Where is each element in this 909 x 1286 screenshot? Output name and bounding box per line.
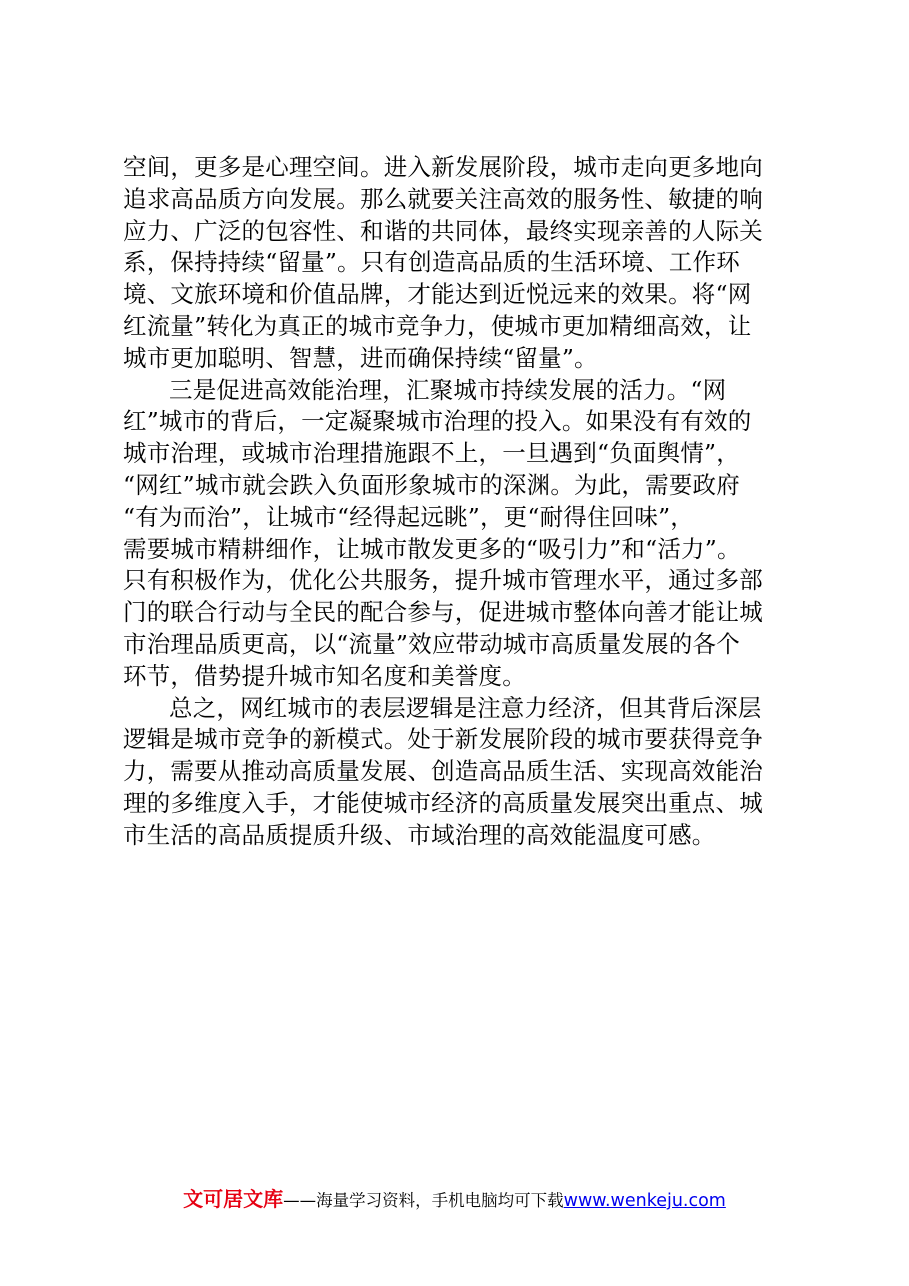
text-line: 应力、广泛的包容性、和谐的共同体，最终实现亲善的人际关 xyxy=(123,216,763,245)
text-line: 需要城市精耕细作，让城市散发更多的“吸引力”和“活力”。 xyxy=(123,534,741,563)
text-line: 城市治理，或城市治理措施跟不上，一旦遇到“负面舆情”， xyxy=(123,439,740,468)
text-line: 理的多维度入手，才能使城市经济的高质量发展突出重点、城 xyxy=(123,788,763,817)
text-line: 系，保持持续“留量”。只有创造高品质的生活环境、工作环 xyxy=(123,248,740,277)
text-line: 市治理品质更高，以“流量”效应带动城市高质量发展的各个 xyxy=(123,629,740,658)
text-line: 只有积极作为，优化公共服务，提升城市管理水平，通过多部 xyxy=(123,566,763,595)
text-line: 红”城市的背后，一定凝聚城市治理的投入。如果没有有效的 xyxy=(123,407,752,436)
paragraph-start-line: 三是促进高效能治理，汇聚城市持续发展的活力。“网 xyxy=(169,375,727,404)
text-line: 空间，更多是心理空间。进入新发展阶段，城市走向更多地向 xyxy=(123,153,763,181)
text-line: “网红”城市就会跌入负面形象城市的深渊。为此，需要政府 xyxy=(123,470,740,499)
footer-tagline: ——海量学习资料，手机电脑均可下载 xyxy=(283,1191,564,1210)
document-body xyxy=(123,152,813,852)
footer-website-link[interactable]: www.wenkeju.com xyxy=(563,1191,726,1211)
text-line: 境、文旅环境和价值品牌，才能达到近悦远来的效果。将“网 xyxy=(123,280,752,309)
footer-banner xyxy=(0,1183,909,1212)
text-line: 市生活的高品质提质升级、市域治理的高效能温度可感。 xyxy=(123,820,716,849)
text-line: 环节，借势提升城市知名度和美誉度。 xyxy=(123,661,526,690)
text-line: “有为而治”，让城市“经得起远眺”，更“耐得住回味”， xyxy=(123,502,694,531)
footer-brand: 文可居文库 xyxy=(183,1187,284,1211)
text-line: 红流量”转化为真正的城市竞争力，使城市更加精细高效，让 xyxy=(123,311,752,340)
text-line: 门的联合行动与全民的配合参与，促进城市整体向善才能让城 xyxy=(123,598,763,627)
paragraph-start-line: 总之，网红城市的表层逻辑是注意力经济，但其背后深层 xyxy=(169,693,762,722)
text-line: 力，需要从推动高质量发展、创造高品质生活、实现高效能治 xyxy=(123,757,763,786)
text-line: 城市更加聪明、智慧，进而确保持续“留量”。 xyxy=(123,343,598,372)
text-line: 逻辑是城市竞争的新模式。处于新发展阶段的城市要获得竞争 xyxy=(123,725,763,754)
text-line: 追求高品质方向发展。那么就要关注高效的服务性、敏捷的响 xyxy=(123,184,763,213)
